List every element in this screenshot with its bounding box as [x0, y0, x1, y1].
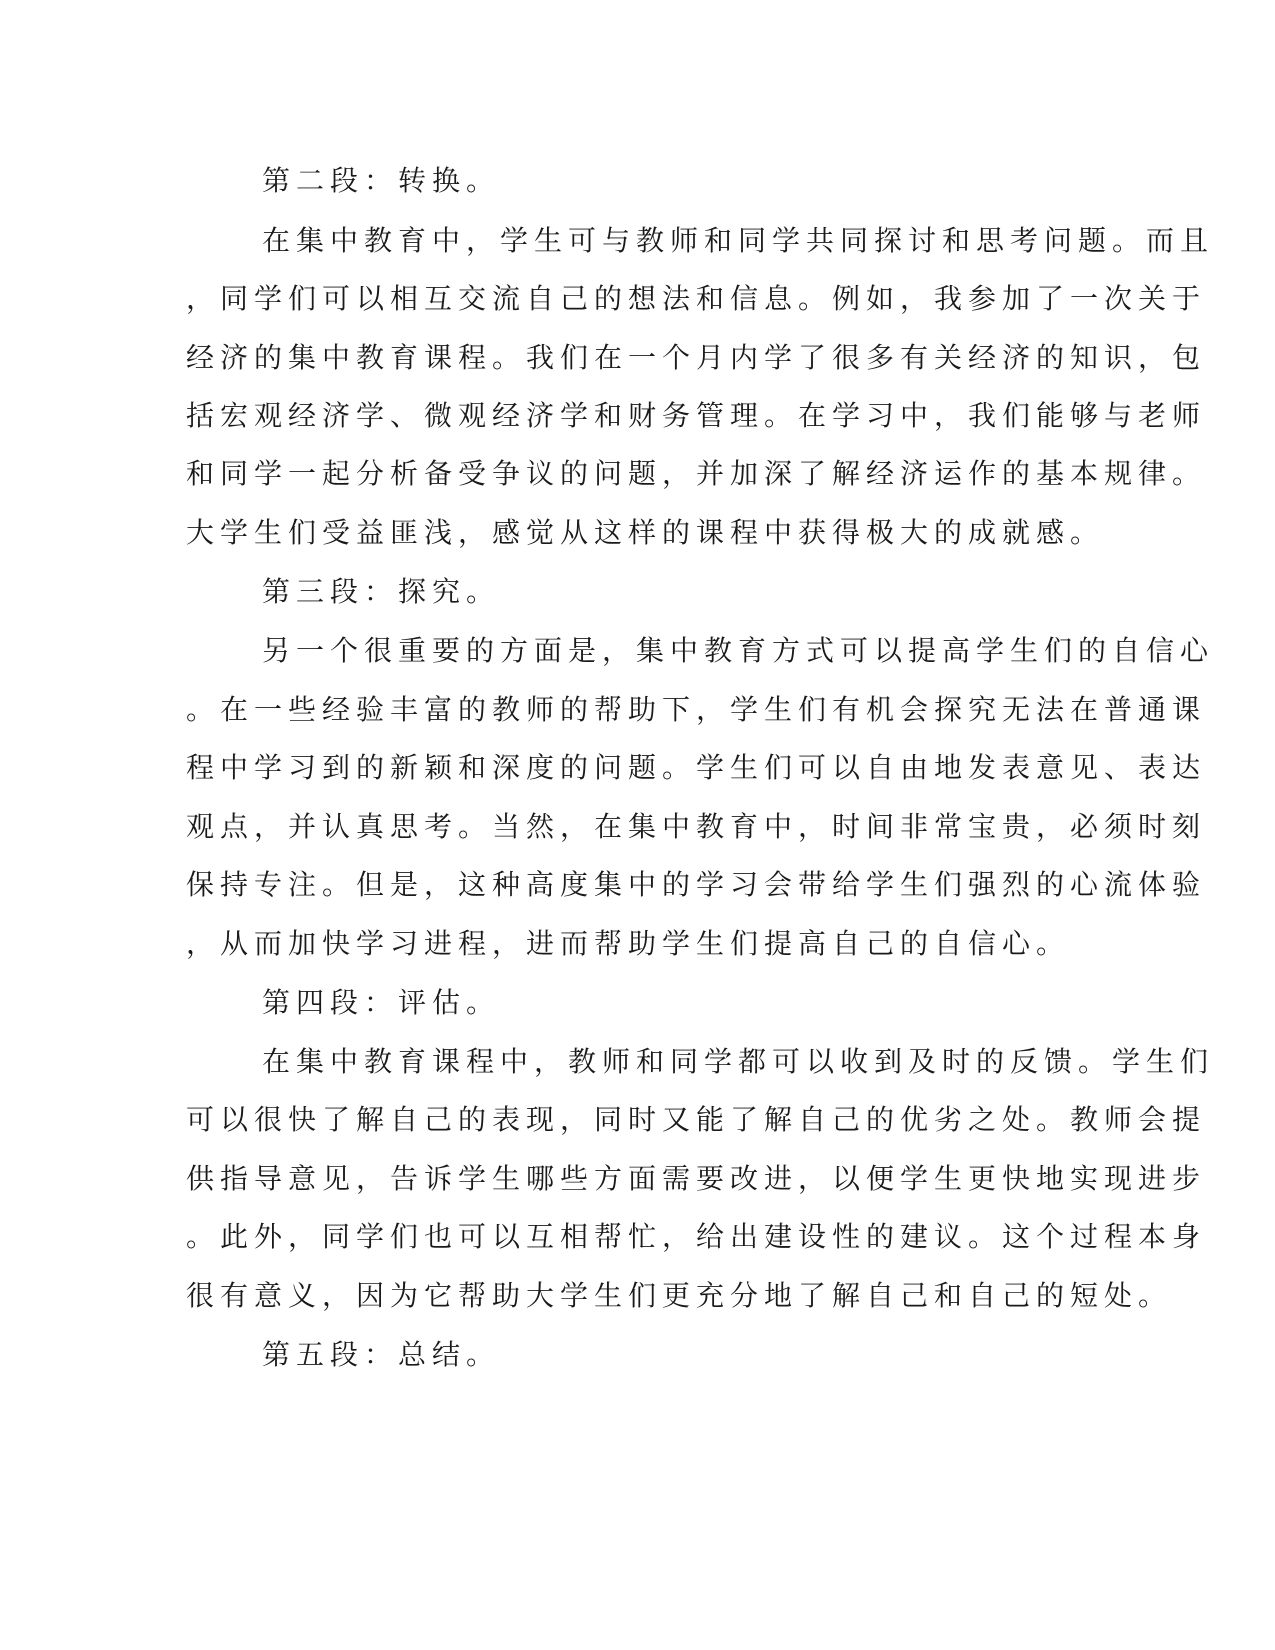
paragraph-line: 。此外，同学们也可以互相帮忙，给出建设性的建议。这个过程本身 — [186, 1220, 1207, 1253]
paragraph-line: 大学生们受益匪浅，感觉从这样的课程中获得极大的成就感。 — [186, 516, 1105, 549]
paragraph-line: 经济的集中教育课程。我们在一个月内学了很多有关经济的知识，包 — [186, 341, 1207, 374]
paragraph-line: 。在一些经验丰富的教师的帮助下，学生们有机会探究无法在普通课 — [186, 693, 1207, 726]
paragraph-line: 在集中教育中，学生可与教师和同学共同探讨和思考问题。而且 — [262, 224, 1215, 257]
section-heading: 第五段：总结。 — [262, 1338, 501, 1371]
paragraph-line: 观点，并认真思考。当然，在集中教育中，时间非常宝贵，必须时刻 — [186, 810, 1207, 843]
paragraph-line: ，从而加快学习进程，进而帮助学生们提高自己的自信心。 — [186, 927, 1071, 960]
paragraph-line: 括宏观经济学、微观经济学和财务管理。在学习中，我们能够与老师 — [186, 399, 1207, 432]
paragraph-line: 可以很快了解自己的表现，同时又能了解自己的优劣之处。教师会提 — [186, 1103, 1207, 1136]
paragraph-line: 和同学一起分析备受争议的问题，并加深了解经济运作的基本规律。 — [186, 457, 1207, 490]
paragraph-line: 在集中教育课程中，教师和同学都可以收到及时的反馈。学生们 — [262, 1045, 1215, 1078]
paragraph-line: 程中学习到的新颖和深度的问题。学生们可以自由地发表意见、表达 — [186, 751, 1207, 784]
section-heading: 第三段：探究。 — [262, 575, 501, 608]
paragraph-line: ，同学们可以相互交流自己的想法和信息。例如，我参加了一次关于 — [186, 282, 1207, 315]
paragraph-line: 很有意义，因为它帮助大学生们更充分地了解自己和自己的短处。 — [186, 1279, 1173, 1312]
paragraph-line: 保持专注。但是，这种高度集中的学习会带给学生们强烈的心流体验 — [186, 868, 1207, 901]
paragraph-line: 另一个很重要的方面是，集中教育方式可以提高学生们的自信心 — [262, 634, 1215, 667]
section-heading: 第二段：转换。 — [262, 164, 501, 197]
section-heading: 第四段：评估。 — [262, 986, 501, 1019]
paragraph-line: 供指导意见，告诉学生哪些方面需要改进，以便学生更快地实现进步 — [186, 1162, 1207, 1195]
